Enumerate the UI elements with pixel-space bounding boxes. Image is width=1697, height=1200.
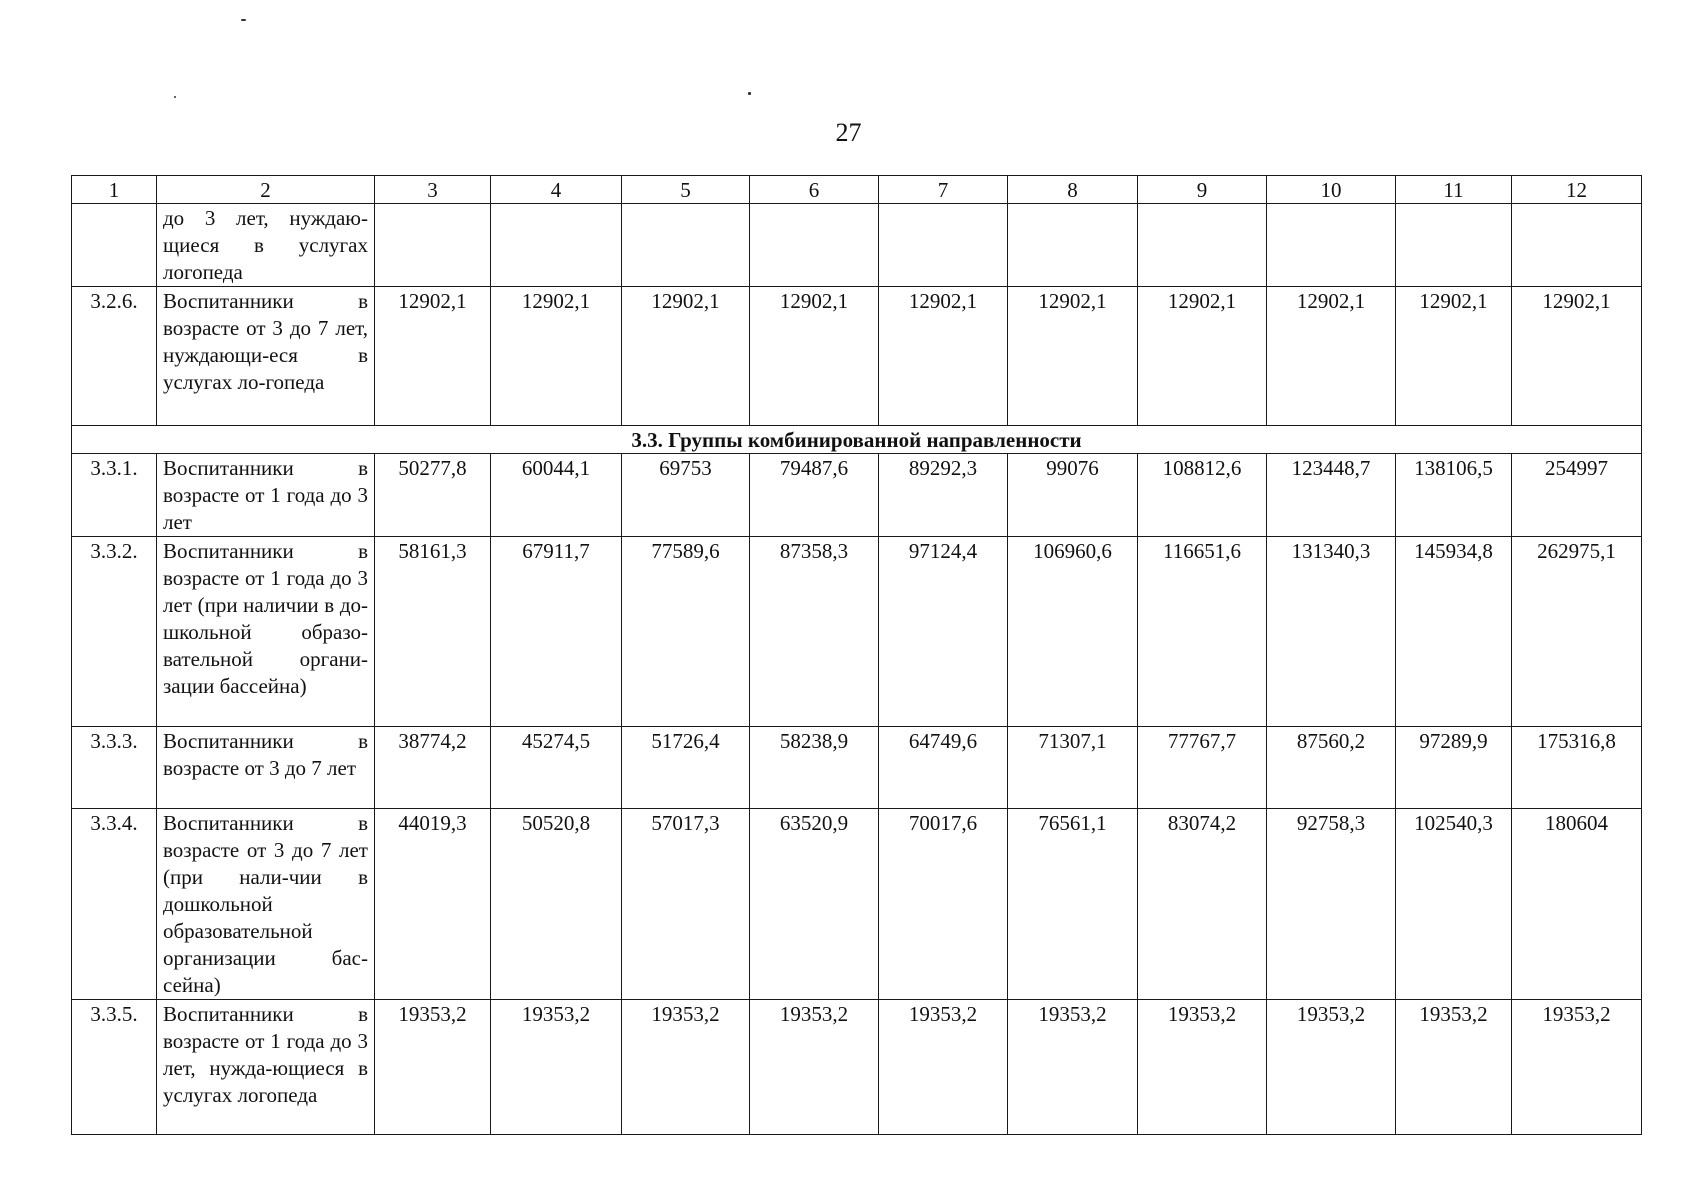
value-cell: 44019,3 [375,809,491,1000]
row-description: Воспитанники в возрасте от 3 до 7 лет (при нали-чии в дошкольной образовательной организации бас-сейна) [157,809,375,1000]
value-cell: 60044,1 [491,454,622,537]
value-cell: 87358,3 [750,537,879,727]
value-cell: 131340,3 [1267,537,1396,727]
column-header: 12 [1512,176,1642,204]
column-header: 10 [1267,176,1396,204]
row-description: Воспитанники в возрасте от 1 года до 3 лет, нужда-ющиеся в услугах логопеда [157,1000,375,1135]
value-cell: 58238,9 [750,727,879,809]
value-cell: 12902,1 [1138,287,1267,426]
value-cell: 50277,8 [375,454,491,537]
value-cell: 138106,5 [1396,454,1512,537]
value-cell: 69753 [622,454,750,537]
value-cell: 254997 [1512,454,1642,537]
value-cell [1267,204,1396,287]
value-cell [750,204,879,287]
scan-speck [174,96,176,98]
value-cell: 70017,6 [879,809,1008,1000]
row-code: 3.3.2. [72,537,157,727]
value-cell: 123448,7 [1267,454,1396,537]
column-header: 2 [157,176,375,204]
value-cell: 99076 [1008,454,1138,537]
value-cell: 38774,2 [375,727,491,809]
scan-speck [241,19,246,21]
value-cell [1396,204,1512,287]
table-row [72,1000,1642,1135]
value-cell: 45274,5 [491,727,622,809]
value-cell [622,204,750,287]
value-cell: 116651,6 [1138,537,1267,727]
value-cell: 262975,1 [1512,537,1642,727]
value-cell: 102540,3 [1396,809,1512,1000]
value-cell: 12902,1 [375,287,491,426]
value-cell: 106960,6 [1008,537,1138,727]
table-row [72,287,1642,426]
header-row [72,176,1642,204]
row-description: Воспитанники в возрасте от 1 года до 3 лет [157,454,375,537]
value-cell: 19353,2 [879,1000,1008,1135]
value-cell: 83074,2 [1138,809,1267,1000]
column-header: 11 [1396,176,1512,204]
value-cell: 12902,1 [622,287,750,426]
column-header: 4 [491,176,622,204]
value-cell: 180604 [1512,809,1642,1000]
value-cell: 77589,6 [622,537,750,727]
value-cell: 63520,9 [750,809,879,1000]
value-cell: 19353,2 [1267,1000,1396,1135]
value-cell: 97124,4 [879,537,1008,727]
value-cell: 87560,2 [1267,727,1396,809]
row-description: до 3 лет, нуждаю-щиеся в услугах логопеда [157,204,375,287]
value-cell: 71307,1 [1008,727,1138,809]
value-cell [491,204,622,287]
row-description: Воспитанники в возрасте от 3 до 7 лет [157,727,375,809]
value-cell [375,204,491,287]
value-cell: 12902,1 [879,287,1008,426]
row-description: Воспитанники в возрасте от 3 до 7 лет, нуждающи-еся в услугах ло-гопеда [157,287,375,426]
row-code: 3.2.6. [72,287,157,426]
value-cell: 19353,2 [1138,1000,1267,1135]
value-cell: 67911,7 [491,537,622,727]
value-cell: 92758,3 [1267,809,1396,1000]
value-cell: 51726,4 [622,727,750,809]
value-cell: 76561,1 [1008,809,1138,1000]
value-cell: 12902,1 [750,287,879,426]
row-description: Воспитанники в возрасте от 1 года до 3 лет (при наличии в до-школьной образо-вательной органи-зации бассейна) [157,537,375,727]
row-code: 3.3.4. [72,809,157,1000]
value-cell: 12902,1 [1396,287,1512,426]
value-cell: 145934,8 [1396,537,1512,727]
column-header: 1 [72,176,157,204]
scan-speck [748,92,751,95]
value-cell: 19353,2 [491,1000,622,1135]
row-code: 3.3.1. [72,454,157,537]
value-cell: 19353,2 [1008,1000,1138,1135]
section-title: 3.3. Группы комбинированной направленности [72,426,1642,454]
page-number: 27 [835,118,862,147]
value-cell: 19353,2 [622,1000,750,1135]
table-row [72,454,1642,537]
column-header: 5 [622,176,750,204]
table-row [72,204,1642,287]
value-cell: 58161,3 [375,537,491,727]
table-row [72,537,1642,727]
row-code: 3.3.5. [72,1000,157,1135]
value-cell: 108812,6 [1138,454,1267,537]
value-cell: 97289,9 [1396,727,1512,809]
value-cell: 19353,2 [1512,1000,1642,1135]
value-cell [1512,204,1642,287]
column-header: 6 [750,176,879,204]
value-cell: 19353,2 [750,1000,879,1135]
table-row [72,727,1642,809]
table-row [72,809,1642,1000]
value-cell: 89292,3 [879,454,1008,537]
value-cell: 64749,6 [879,727,1008,809]
value-cell: 12902,1 [491,287,622,426]
column-header: 8 [1008,176,1138,204]
column-header: 7 [879,176,1008,204]
value-cell: 12902,1 [1008,287,1138,426]
value-cell: 79487,6 [750,454,879,537]
value-cell: 12902,1 [1512,287,1642,426]
column-header: 9 [1138,176,1267,204]
section-row [72,426,1642,454]
value-cell: 57017,3 [622,809,750,1000]
value-cell: 77767,7 [1138,727,1267,809]
value-cell [1008,204,1138,287]
value-cell: 175316,8 [1512,727,1642,809]
value-cell: 50520,8 [491,809,622,1000]
value-cell: 19353,2 [1396,1000,1512,1135]
value-cell: 12902,1 [1267,287,1396,426]
data-table [71,175,1642,1135]
row-code: 3.3.3. [72,727,157,809]
value-cell: 19353,2 [375,1000,491,1135]
row-code [72,204,157,287]
value-cell [879,204,1008,287]
column-header: 3 [375,176,491,204]
value-cell [1138,204,1267,287]
